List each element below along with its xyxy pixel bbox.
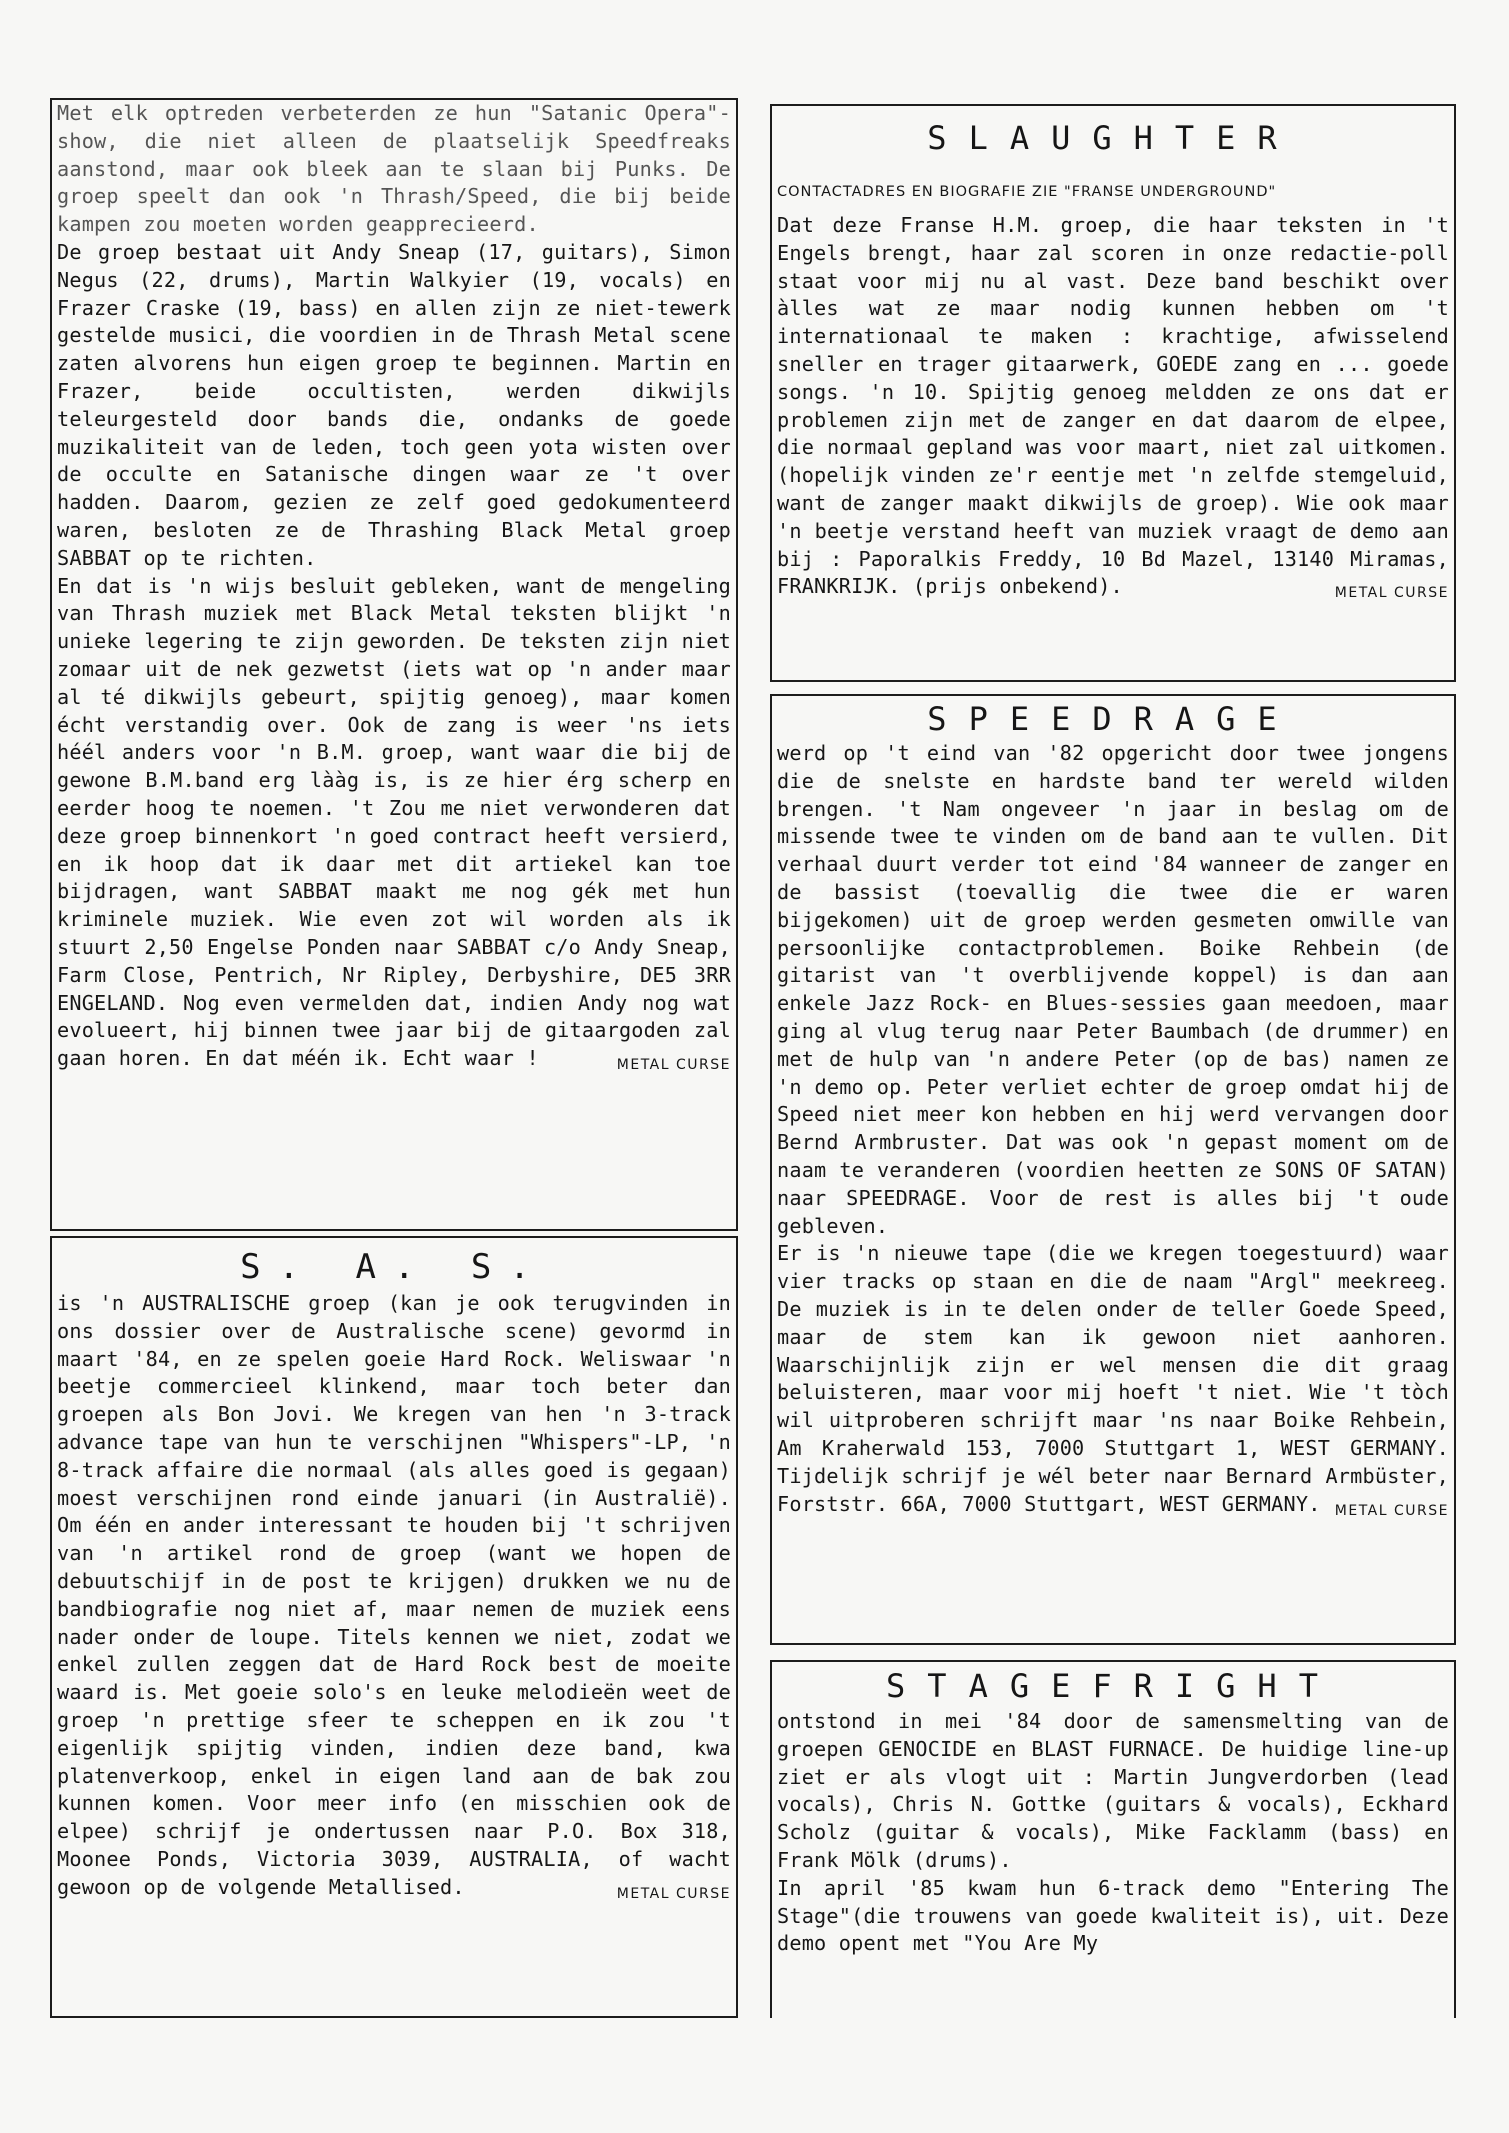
sabbat-paragraph-1: Met elk optreden verbeterden ze hun "Satanic Opera"-show, die niet alleen de plaatselijk Speedfreaks aanstond, maar ook bleek aan te slaan bij Punks. De groep speelt dan ook 'n Thrash/Speed, die bij beide kampen zou moeten worden geapprecieerd. [57,101,731,237]
stagefright-paragraph-2: In april '85 kwam hun 6-track demo "Entering The Stage"(die trouwens van goede kwaliteit is), uit. Deze demo opent met "You Are My [777,1875,1449,1956]
speedrage-article [777,698,1449,1525]
metal-curse-signature: METAL CURSE [1334,585,1449,602]
sabbat-article [57,100,731,1080]
metal-curse-signature: METAL CURSE [616,1885,731,1902]
stagefright-paragraph-1: ontstond in mei '84 door de samensmelting van de groepen GENOCIDE en BLAST FURNACE. De huidige line-up ziet er als vlogt uit : Martin Jungverdorben (lead vocals), Chris N. Gottke (guitars & vocals), Eckhard Scholz (guitar & vocals), Mike Facklamm (bass) en Frank Mölk (drums). [777,1709,1449,1872]
speedrage-title: SPEEDRAGE [927,700,1299,738]
slaughter-body-text: Dat deze Franse H.M. groep, die haar teksten in 't Engels brengt, haar zal scoren in onze redactie-poll staat voor mij nu al vast. Deze band beschikt over àlles wat ze maar nodig kunnen hebben om 't internationaal te maken : krachtige, afwisselend sneller en trager gitaarwerk, GOEDE zang en ... goede songs. 'n 10. Spijtig genoeg meldden ze ons dat er problemen zijn met de zanger en dat daarom de elpee, die normaal gepland was voor maart, niet zal uitkomen. (hopelijk vinden ze'r eentje met 'n zelfde stemgeluid, want de zanger maakt dikwijls de groep). Wie ook maar 'n beetje verstand heeft van muziek vraagt de demo aan bij : Paporalkis Freddy, 10 Bd Mazel, 13140 Miramas, FRANKRIJK. (prijs onbekend). [777,213,1449,599]
sabbat-paragraph-3 [57,573,731,1073]
sas-body [57,1290,731,1902]
slaughter-body [777,212,1449,601]
speedrage-paragraph-2-text: Er is 'n nieuwe tape (die we kregen toegestuurd) waar vier tracks op staan en die de naam "Argl" meekreeg. De muziek is in te delen onder de teller Goede Speed, maar de stem kan ik gewoon niet aanhoren. Waarschijnlijk zijn er wel mensen die dit graag beluisteren, maar voor mij hoeft 't niet. Wie 't tòch wil uitproberen schrijft maar 'ns naar Boike Rehbein, Am Kraherwald 153, 7000 Stuttgart 1, WEST GERMANY. Tijdelijk schrijf je wél beter naar Bernard Armbüster, Forststr. 66A, 7000 Stuttgart, WEST GERMANY. [777,1241,1449,1516]
stagefright-title: STAGEFRIGHT [886,1667,1340,1705]
stagefright-article [777,1664,1449,1958]
sas-title: S. A. S. [240,1247,548,1287]
speedrage-body [777,740,1449,1518]
metal-curse-signature: METAL CURSE [1334,1502,1449,1519]
sabbat-paragraph-2: De groep bestaat uit Andy Sneap (17, guitars), Simon Negus (22, drums), Martin Walkyier (19, vocals) en Frazer Craske (19, bass) en allen zijn ze niet-tewerk gestelde musici, die voordien in de Thrash Metal scene zaten alvorens hun eigen groep te beginnen. Martin en Frazer, beide occultisten, werden dikwijls teleurgesteld door bands die, ondanks de goede muzikaliteit van de leden, toch geen yota wisten over de occulte en Satanische dingen waar ze 't over hadden. Daarom, gezien ze zelf goed gedokumenteerd waren, besloten ze de Thrashing Black Metal groep SABBAT op te richten. [57,239,731,570]
sabbat-paragraph-3-text: En dat is 'n wijs besluit gebleken, want de mengeling van Thrash muziek met Black Metal teksten blijkt 'n unieke legering te zijn geworden. De teksten zijn niet zomaar uit de nek gezwetst (iets wat op 'n ander maar al té dikwijls gebeurt, spijtig genoeg), maar komen écht verstandig over. Ook de zang is weer 'ns iets héél anders voor 'n B.M. groep, want waar die bij de gewone B.M.band erg lààg is, is ze hier érg scherp en eerder hoog te noemen. 't Zou me niet verwonderen dat deze groep binnenkort 'n goed contract heeft versierd, en ik hoop dat ik daar met dit artiekel kan toe bijdragen, want SABBAT maakt me nog gék met hun kriminele muziek. Wie even zot wil worden als ik stuurt 2,50 Engelse Ponden naar SABBAT c/o Andy Sneap, Farm Close, Pentrich, Nr Ripley, Derbyshire, DE5 3RR ENGELAND. Nog even vermelden dat, indien Andy nog wat evolueert, hij binnen twee jaar bij de gitaargoden zal gaan horen. En dat méén ik. Echt waar ! [57,573,731,1071]
metal-curse-signature: METAL CURSE [616,1057,731,1074]
sas-body-text: is 'n AUSTRALISCHE groep (kan je ook terugvinden in ons dossier over de Australische scene) gevormd in maart '84, en ze spelen goeie Hard Rock. Weliswaar 'n beetje commercieel klinkend, maar toch beter dan groepen als Bon Jovi. We kregen van hen 'n 3-track advance tape van hun te verschijnen "Whispers"-LP, 'n 8-track affaire die normaal (als alles goed is gegaan) moest verschijnen rond einde januari (in Australië). Om één en ander interessant te houden bij 't schrijven van 'n artikel rond de groep (want we hopen de debuutschijf in de post te krijgen) drukken we nu de bandbiografie nog niet af, maar nemen de muziek eens nader onder de loupe. Titels kennen we niet, zodat we enkel zullen zeggen dat de Hard Rock best de moeite waard is. Met goeie solo's en leuke melodieën weet de groep 'n prettige sfeer te scheppen en ik zou 't eigenlijk spijtig vinden, indien deze band, kwa platenverkoop, enkel in eigen land aan de bak zou kunnen komen. Voor meer info (en misschien ook de elpee) schrijf je ondertussen naar P.O. Box 318, Moonee Ponds, Victoria 3039, AUSTRALIA, of wacht gewoon op de volgende Metallised. [57,1291,731,1899]
slaughter-title: SLAUGHTER [927,119,1299,157]
slaughter-article [777,112,1449,608]
speedrage-paragraph-2 [777,1240,1449,1518]
speedrage-paragraph-1: werd op 't eind van '82 opgericht door twee jongens die de snelste en hardste band ter wereld wilden brengen. 't Nam ongeveer 'n jaar in beslag om de missende twee te vinden om de band aan te vullen. Dit verhaal duurt verder tot eind '84 wanneer de zanger en de bassist (toevallig die twee die er waren bijgekomen) uit de groep werden gesmeten omwille van persoonlijke contactproblemen. Boike Rehbein (de gitarist van 't overblijvende koppel) is dan aan enkele Jazz Rock- en Blues-sessies gaan meedoen, maar ging al vlug terug naar Peter Baumbach (de drummer) en met de hulp van 'n andere Peter (op de bas) namen ze 'n demo op. Peter verliet echter de groep omdat hij de Speed niet meer kon hebben en hij werd vervangen door Bernd Armbruster. Dat was ook 'n gepast moment om de naam te veranderen (voordien heetten ze SONS OF SATAN) naar SPEEDRAGE. Voor de rest is alles bij 't oude gebleven. [777,741,1449,1238]
sas-article [57,1244,731,1909]
stagefright-body [777,1708,1449,1958]
slaughter-subhead: CONTACTADRES EN BIOGRAFIE ZIE "FRANSE UNDERGROUND" [777,184,1277,200]
